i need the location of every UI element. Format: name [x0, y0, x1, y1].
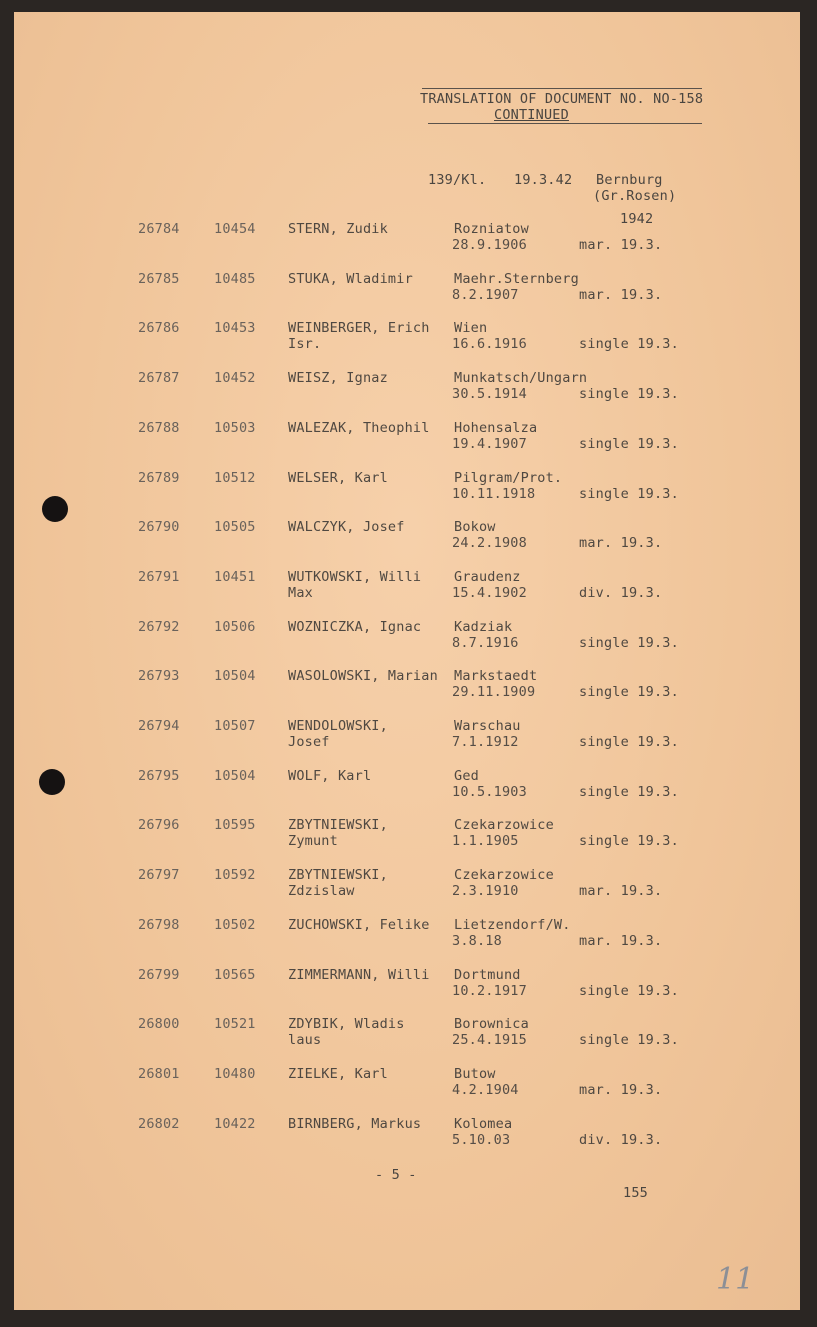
- prisoner-name-line2: laus: [288, 1032, 322, 1049]
- status-date: mar. 19.3.: [579, 1081, 663, 1098]
- camp-number: 10451: [214, 568, 256, 585]
- prisoner-number: 26794: [138, 718, 180, 734]
- status-date: mar. 19.3.: [579, 535, 663, 552]
- prisoner-number: 26791: [138, 568, 180, 585]
- birth-date: 25.4.1915: [452, 1032, 527, 1049]
- birth-place: Dortmund: [454, 966, 521, 983]
- transport-place-detail: (Gr.Rosen): [593, 188, 677, 204]
- prisoner-number: 26787: [138, 370, 180, 387]
- prisoner-name-line1: WEISZ, Ignaz: [288, 370, 388, 387]
- status-date: single 19.3.: [579, 1032, 679, 1049]
- document-title: TRANSLATION OF DOCUMENT NO. NO-158: [420, 91, 704, 107]
- table-row: [14, 1116, 800, 1156]
- table-row: [14, 768, 800, 808]
- status-date: single 19.3.: [579, 336, 679, 353]
- camp-number: 10507: [214, 718, 256, 734]
- prisoner-number: 26802: [138, 1115, 180, 1132]
- birth-date: 4.2.1904: [452, 1081, 519, 1098]
- table-row: [14, 320, 800, 360]
- prisoner-name: [288, 619, 421, 635]
- status-date: mar. 19.3.: [579, 286, 663, 303]
- prisoner-number: 26797: [138, 867, 180, 884]
- table-row: [14, 1066, 800, 1106]
- birth-date: 19.4.1907: [452, 435, 527, 452]
- table-row: [14, 370, 800, 410]
- transport-place: Bernburg: [596, 172, 663, 188]
- birth-place: Warschau: [454, 718, 521, 734]
- birth-place: Bokow: [454, 519, 496, 536]
- transport-date: 19.3.42: [514, 172, 573, 188]
- prisoner-name-line1: ZIELKE, Karl: [288, 1065, 388, 1082]
- camp-number: 10503: [214, 419, 256, 436]
- birth-date: 10.11.1918: [452, 485, 536, 502]
- prisoner-name-line1: WEINBERGER, Erich: [288, 320, 430, 337]
- table-row: [14, 967, 800, 1007]
- status-date: single 19.3.: [579, 734, 679, 750]
- birth-date: 29.11.1909: [452, 684, 536, 701]
- prisoner-name: [288, 817, 388, 849]
- prisoner-number: 26800: [138, 1016, 180, 1033]
- prisoner-number: 26792: [138, 618, 180, 635]
- birth-date: 1.1.1905: [452, 833, 519, 850]
- prisoner-name: [288, 420, 430, 436]
- prisoner-number: 26793: [138, 668, 180, 685]
- prisoner-number: 26801: [138, 1065, 180, 1082]
- status-date: single 19.3.: [579, 634, 679, 651]
- prisoner-name-line1: ZIMMERMANN, Willi: [288, 966, 430, 983]
- status-date: mar. 19.3.: [579, 237, 663, 253]
- birth-place: Markstaedt: [454, 668, 538, 685]
- birth-date: 2.3.1910: [452, 883, 519, 900]
- camp-number: 10504: [214, 767, 256, 784]
- birth-date: 8.7.1916: [452, 634, 519, 651]
- birth-date: 30.5.1914: [452, 386, 527, 403]
- birth-place: Kadziak: [454, 618, 513, 635]
- camp-number: 10592: [214, 867, 256, 884]
- prisoner-number: 26798: [138, 916, 180, 933]
- birth-place: Czekarzowice: [454, 867, 554, 884]
- prisoner-number: 26789: [138, 469, 180, 486]
- prisoner-number: 26788: [138, 419, 180, 436]
- prisoner-number: 26799: [138, 966, 180, 983]
- prisoner-name-line1: ZBYTNIEWSKI,: [288, 817, 388, 834]
- birth-place: Lietzendorf/W.: [454, 916, 571, 933]
- camp-number: 10504: [214, 668, 256, 685]
- birth-date: 8.2.1907: [452, 286, 519, 303]
- table-row: [14, 668, 800, 708]
- prisoner-name: [288, 271, 413, 287]
- prisoner-name-line2: Max: [288, 584, 313, 601]
- camp-number: 10595: [214, 817, 256, 834]
- prisoner-name: [288, 519, 405, 535]
- header-rule-bottom: [428, 123, 702, 124]
- status-date: mar. 19.3.: [579, 883, 663, 900]
- prisoner-name-line1: STUKA, Wladimir: [288, 270, 413, 287]
- status-date: single 19.3.: [579, 833, 679, 850]
- birth-date: 10.2.1917: [452, 982, 527, 999]
- camp-number: 10506: [214, 618, 256, 635]
- birth-place: Borownica: [454, 1016, 529, 1033]
- prisoner-name-line2: Josef: [288, 734, 330, 750]
- prisoner-name: [288, 768, 371, 784]
- prisoner-name-line1: WOZNICZKA, Ignac: [288, 618, 422, 635]
- header-rule-top: [422, 88, 702, 89]
- table-row: [14, 221, 800, 261]
- birth-place: Butow: [454, 1065, 496, 1082]
- table-row: [14, 519, 800, 559]
- birth-date: 5.10.03: [452, 1131, 511, 1148]
- prisoner-name: [288, 370, 388, 386]
- prisoner-name-line1: BIRNBERG, Markus: [288, 1115, 422, 1132]
- camp-number: 10505: [214, 519, 256, 536]
- prisoner-name-line1: STERN, Zudik: [288, 221, 388, 237]
- table-row: [14, 470, 800, 510]
- camp-number: 10422: [214, 1115, 256, 1132]
- birth-place: Ged: [454, 767, 479, 784]
- prisoner-number: 26786: [138, 320, 180, 337]
- birth-place: Hohensalza: [454, 419, 538, 436]
- table-row: [14, 817, 800, 857]
- status-date: single 19.3.: [579, 783, 679, 800]
- document-continued: CONTINUED: [494, 107, 569, 123]
- prisoner-number: 26795: [138, 767, 180, 784]
- camp-number: 10453: [214, 320, 256, 337]
- birth-date: 28.9.1906: [452, 237, 527, 253]
- pencil-note: 11: [716, 1262, 755, 1297]
- status-date: div. 19.3.: [579, 584, 663, 601]
- camp-number: 10454: [214, 221, 256, 237]
- birth-date: 24.2.1908: [452, 535, 527, 552]
- birth-date: 3.8.18: [452, 932, 502, 949]
- table-row: [14, 271, 800, 311]
- prisoner-name-line1: ZDYBIK, Wladis: [288, 1016, 405, 1033]
- birth-place: Wien: [454, 320, 488, 337]
- status-date: mar. 19.3.: [579, 932, 663, 949]
- prisoner-name-line2: Zymunt: [288, 833, 338, 850]
- stamp-number: 155: [623, 1185, 648, 1201]
- status-date: single 19.3.: [579, 485, 679, 502]
- prisoner-name: [288, 718, 388, 750]
- prisoner-name: [288, 867, 388, 899]
- table-row: [14, 867, 800, 907]
- camp-number: 10452: [214, 370, 256, 387]
- prisoner-name: [288, 320, 430, 352]
- camp-number: 10512: [214, 469, 256, 486]
- camp-number: 10502: [214, 916, 256, 933]
- status-date: single 19.3.: [579, 435, 679, 452]
- page-number: - 5 -: [375, 1167, 417, 1183]
- prisoner-name: [288, 470, 388, 486]
- status-date: div. 19.3.: [579, 1131, 663, 1148]
- prisoner-name-line1: WASOLOWSKI, Marian: [288, 668, 438, 685]
- transport-ref: 139/Kl.: [428, 172, 487, 188]
- table-row: [14, 420, 800, 460]
- prisoner-number: 26796: [138, 817, 180, 834]
- birth-place: Maehr.Sternberg: [454, 270, 579, 287]
- birth-place: Graudenz: [454, 568, 521, 585]
- status-date: single 19.3.: [579, 684, 679, 701]
- birth-date: 16.6.1916: [452, 336, 527, 353]
- prisoner-number: 26790: [138, 519, 180, 536]
- table-row: [14, 718, 800, 758]
- birth-date: 10.5.1903: [452, 783, 527, 800]
- prisoner-name-line1: WOLF, Karl: [288, 767, 372, 784]
- prisoner-name-line1: WENDOLOWSKI,: [288, 718, 388, 734]
- prisoner-name-line1: WUTKOWSKI, Willi: [288, 568, 422, 585]
- transport-year: 1942: [620, 211, 654, 227]
- prisoner-name: [288, 1016, 405, 1048]
- table-row: [14, 917, 800, 957]
- prisoner-name: [288, 668, 438, 684]
- prisoner-name: [288, 221, 388, 237]
- prisoner-name-line1: ZBYTNIEWSKI,: [288, 867, 388, 884]
- status-date: single 19.3.: [579, 982, 679, 999]
- table-row: [14, 1016, 800, 1056]
- camp-number: 10485: [214, 270, 256, 287]
- birth-place: Pilgram/Prot.: [454, 469, 563, 486]
- prisoner-name-line1: ZUCHOWSKI, Felike: [288, 916, 430, 933]
- prisoner-name: [288, 1066, 388, 1082]
- prisoner-name: [288, 917, 430, 933]
- birth-date: 7.1.1912: [452, 734, 519, 750]
- prisoner-name: [288, 569, 421, 601]
- birth-place: Munkatsch/Ungarn: [454, 370, 588, 387]
- prisoner-number: 26784: [138, 221, 180, 237]
- prisoner-name-line1: WALEZAK, Theophil: [288, 419, 430, 436]
- prisoner-name-line2: Zdzislaw: [288, 883, 355, 900]
- prisoner-number: 26785: [138, 270, 180, 287]
- camp-number: 10565: [214, 966, 256, 983]
- prisoner-name: [288, 967, 430, 983]
- birth-place: Rozniatow: [454, 221, 529, 237]
- birth-date: 15.4.1902: [452, 584, 527, 601]
- prisoner-name-line2: Isr.: [288, 336, 322, 353]
- prisoner-name: [288, 1116, 421, 1132]
- table-row: [14, 569, 800, 609]
- table-row: [14, 619, 800, 659]
- status-date: single 19.3.: [579, 386, 679, 403]
- prisoner-name-line1: WELSER, Karl: [288, 469, 388, 486]
- prisoner-name-line1: WALCZYK, Josef: [288, 519, 405, 536]
- camp-number: 10480: [214, 1065, 256, 1082]
- camp-number: 10521: [214, 1016, 256, 1033]
- document-page: [14, 12, 800, 1310]
- birth-place: Kolomea: [454, 1115, 513, 1132]
- birth-place: Czekarzowice: [454, 817, 554, 834]
